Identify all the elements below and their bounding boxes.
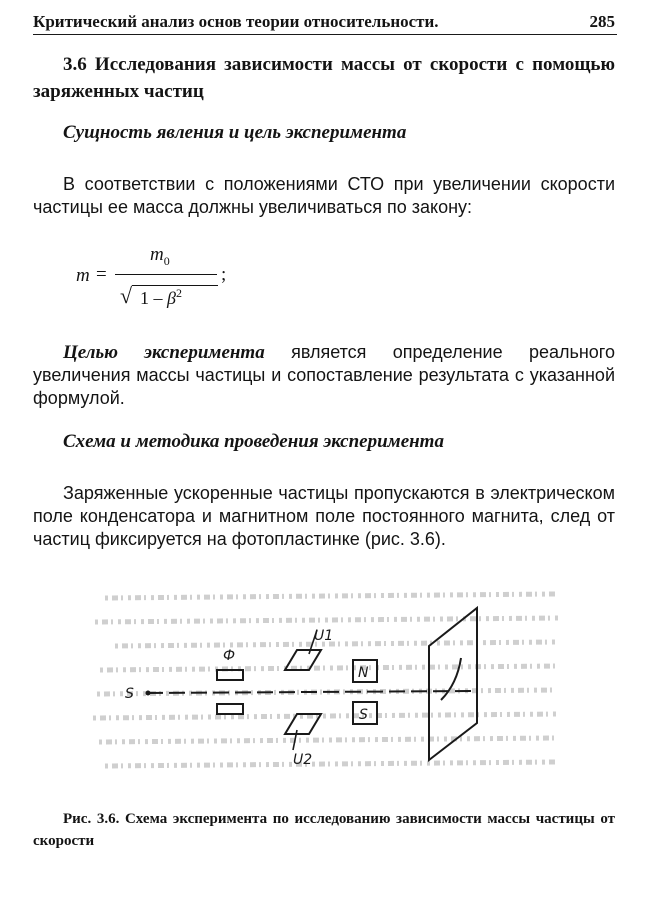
- formula-numerator: $m_0$: [150, 244, 170, 268]
- collimator-lower: [217, 704, 243, 714]
- page-number: 285: [589, 12, 615, 31]
- mass-formula: [70, 240, 270, 320]
- label-phi: Ф: [223, 648, 236, 664]
- formula-beta: β: [167, 288, 176, 308]
- subsection-heading-essence: Сущность явления и цель эксперимента: [63, 122, 407, 143]
- label-u1: U1: [314, 628, 334, 644]
- source-point: [146, 691, 151, 696]
- goal-text: является определение реального увеличения массы частицы и сопоставление результата с указанной формулой.: [33, 342, 615, 408]
- label-north: N: [358, 665, 369, 681]
- collimator-upper: [217, 670, 243, 680]
- paragraph-intro: В соответствии с положениями СТО при увеличении скорости частицы ее масса должны увеличиваться по закону:: [33, 174, 615, 217]
- running-head: [33, 8, 617, 35]
- section-title: 3.6 Исследования зависимости массы от скорости с помощью заряженных частиц: [33, 54, 615, 102]
- square-root-sign: √: [120, 283, 133, 308]
- experiment-diagram-svg: [85, 588, 565, 788]
- paragraph-scheme: Заряженные ускоренные частицы пропускаются в электрическом поле конденсатора и магнитном поле постоянного магнита, след от частиц фиксируется на фотопластинке (рис. 3.6).: [33, 483, 615, 549]
- figure-caption: Рис. 3.6. Схема эксперимента по исследованию зависимости массы частицы от скорости: [33, 811, 615, 849]
- particle-trace: [441, 658, 461, 700]
- formula-lhs: m: [76, 265, 90, 286]
- formula-semicolon: ;: [221, 264, 227, 285]
- paragraph-goal: [33, 341, 615, 410]
- running-head-title: Критический анализ основ теории относительности.: [33, 12, 439, 31]
- formula-denominator-text: 1 –: [140, 288, 163, 308]
- capacitor-plate-lower: [285, 714, 321, 734]
- formula-numerator-subscript: 0: [163, 253, 170, 268]
- label-source: S: [125, 686, 134, 702]
- bleed-through-texture: [93, 594, 560, 766]
- goal-lead: Целью эксперимента: [63, 342, 265, 363]
- fraction-bar: [115, 274, 217, 275]
- formula-equals: =: [96, 264, 107, 285]
- subsection-heading-scheme: Схема и методика проведения эксперимента: [63, 431, 444, 452]
- formula-exponent: 2: [175, 286, 182, 300]
- label-south: S: [359, 707, 368, 723]
- experiment-diagram: [85, 588, 565, 788]
- label-u2: U2: [293, 752, 313, 768]
